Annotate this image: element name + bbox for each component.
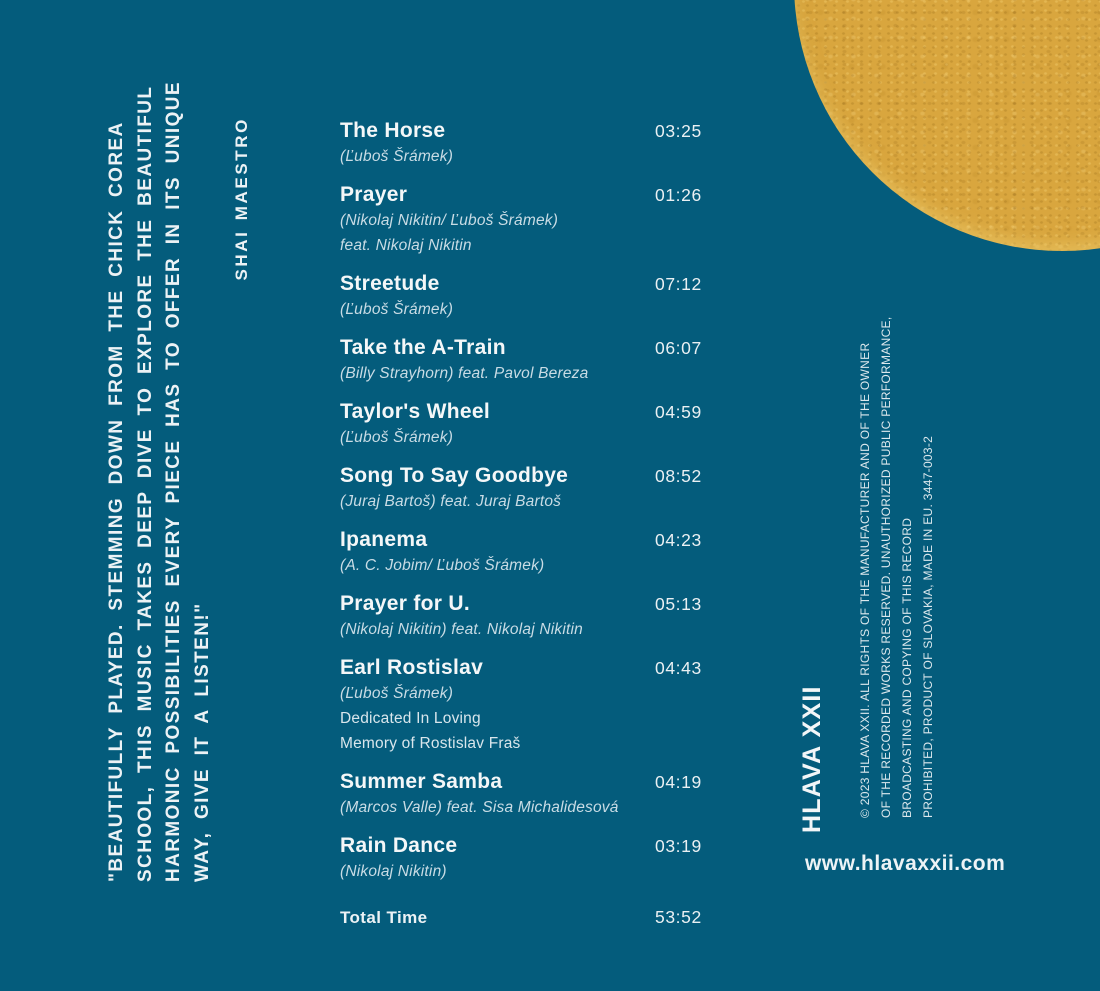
track-time: 05:13 xyxy=(655,594,702,614)
quote-line: WAY, GIVE IT A LISTEN!" xyxy=(191,602,213,882)
quote-line: SCHOOL, THIS MUSIC TAKES DEEP DIVE TO EXPLORE THE BEAUTIFUL xyxy=(134,85,156,882)
track-time: 04:59 xyxy=(655,402,702,422)
track-time: 04:43 xyxy=(655,658,702,678)
track-time: 08:52 xyxy=(655,466,702,486)
record-label-name: HLAVA XXII xyxy=(798,685,826,833)
track-row xyxy=(340,769,740,820)
track-row xyxy=(340,833,740,884)
track-time: 07:12 xyxy=(655,274,702,294)
track-time: 06:07 xyxy=(655,338,702,358)
track-title: Streetude xyxy=(340,272,440,295)
total-time-row xyxy=(340,906,740,930)
website-url: www.hlavaxxii.com xyxy=(805,852,1006,875)
track-credit: (Ľuboš Šrámek) xyxy=(340,685,454,702)
track-credit: (Ľuboš Šrámek) xyxy=(340,148,454,165)
track-row xyxy=(340,335,740,386)
track-title: Prayer for U. xyxy=(340,592,470,615)
sun-circle xyxy=(794,0,1100,251)
track-title: Taylor's Wheel xyxy=(340,400,491,423)
track-time: 04:19 xyxy=(655,772,702,792)
track-title: Take the A-Train xyxy=(340,336,506,359)
total-time-label: Total Time xyxy=(340,908,428,927)
track-row xyxy=(340,271,740,322)
copyright-line: BROADCASTING AND COPYING OF THIS RECORD xyxy=(900,517,914,818)
track-row xyxy=(340,463,740,514)
track-title: Summer Samba xyxy=(340,770,503,793)
track-row xyxy=(340,182,740,258)
track-credit: (Billy Strayhorn) feat. Pavol Bereza xyxy=(340,365,589,382)
track-title: Song To Say Goodbye xyxy=(340,464,569,487)
quote-line: "BEAUTIFULLY PLAYED. STEMMING DOWN FROM THE CHICK COREA xyxy=(106,121,127,882)
track-row xyxy=(340,591,740,642)
copyright-line: © 2023 HLAVA XXII. ALL RIGHTS OF THE MANUFACTURER AND OF THE OWNER xyxy=(858,342,872,818)
track-time: 01:26 xyxy=(655,185,702,205)
track-time: 03:25 xyxy=(655,121,702,141)
quote-attribution: SHAI MAESTRO xyxy=(232,117,251,281)
track-title: Rain Dance xyxy=(340,834,458,857)
track-row xyxy=(340,399,740,450)
track-credit: (Nikolaj Nikitin) feat. Nikolaj Nikitin xyxy=(340,621,583,638)
track-time: 03:19 xyxy=(655,836,702,856)
track-row xyxy=(340,118,740,169)
track-time: 04:23 xyxy=(655,530,702,550)
track-row xyxy=(340,527,740,578)
track-title: Earl Rostislav xyxy=(340,656,484,679)
track-list xyxy=(340,118,740,930)
track-credit: (Juraj Bartoš) feat. Juraj Bartoš xyxy=(340,493,562,510)
track-row xyxy=(340,655,740,756)
copyright-text xyxy=(855,318,939,818)
review-quote xyxy=(103,81,257,882)
track-title: The Horse xyxy=(340,119,446,142)
copyright-line: OF THE RECORDED WORKS RESERVED. UNAUTHORIZED PUBLIC PERFORMANCE, xyxy=(879,316,893,818)
track-credit: (Nikolaj Nikitin/ Ľuboš Šrámek) xyxy=(340,212,559,229)
track-credit: feat. Nikolaj Nikitin xyxy=(340,237,472,254)
track-dedication: Dedicated In Loving xyxy=(340,710,481,727)
copyright-line: PROHIBITED, PRODUCT OF SLOVAKIA, MADE IN EU. 3447-003-2 xyxy=(921,435,935,818)
track-credit: (A. C. Jobim/ Ľuboš Šrámek) xyxy=(340,557,545,574)
track-title: Prayer xyxy=(340,183,408,206)
track-credit: (Marcos Valle) feat. Sisa Michalidesová xyxy=(340,799,619,816)
track-credit: (Ľuboš Šrámek) xyxy=(340,429,454,446)
track-title: Ipanema xyxy=(340,528,428,551)
total-time-value: 53:52 xyxy=(655,907,702,927)
quote-line: HARMONIC POSSIBILITIES EVERY PIECE HAS TO OFFER IN ITS UNIQUE xyxy=(163,81,184,882)
track-credit: (Nikolaj Nikitin) xyxy=(340,863,447,880)
track-credit: (Ľuboš Šrámek) xyxy=(340,301,454,318)
track-dedication: Memory of Rostislav Fraš xyxy=(340,735,521,752)
